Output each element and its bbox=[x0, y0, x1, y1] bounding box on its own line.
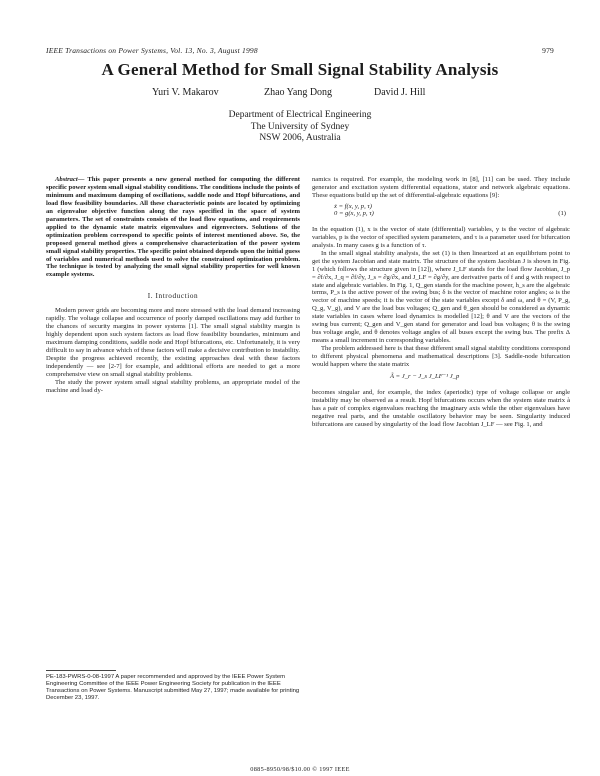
right-column bbox=[312, 176, 570, 429]
page-number: 979 bbox=[542, 46, 554, 55]
equation-1 bbox=[312, 200, 570, 216]
paragraph: In the equation (1), x is the vector of state (differential) variables, y is the vector of algebraic variables, p is the vector of specified system parameters, and τ is a parameter used for bifurcation analysis. In many cases g is a function of τ. bbox=[312, 225, 570, 249]
author-list bbox=[0, 87, 600, 101]
author-name: Zhao Yang Dong bbox=[264, 87, 333, 98]
author-name: Yuri V. Makarov bbox=[152, 87, 219, 98]
paper-title: A General Method for Small Signal Stability Analysis bbox=[101, 60, 499, 79]
copyright-line: 0885-8950/98/$10.00 © 1997 IEEE bbox=[250, 766, 350, 773]
equation-line: 0 = g(x, y, p, τ) bbox=[334, 209, 374, 217]
running-header bbox=[46, 46, 554, 58]
left-column bbox=[46, 176, 300, 395]
footnote-text: PE-183-PWRS-0-08-1997 A paper recommended and approved by the IEEE Power System Engineering Committee of the IEEE Power Engineering Society for publication in the IEEE Transactions on Power Systems. Manuscript submitted May 27, 1997; made available for printing December 23, 1997. bbox=[46, 674, 300, 702]
equation-line: ẋ = f(x, y, p, τ) bbox=[334, 202, 372, 210]
university: The University of Sydney bbox=[250, 121, 350, 132]
footnote bbox=[46, 670, 300, 702]
equation-2 bbox=[312, 373, 570, 385]
paragraph: The problem addressed here is that these different small signal stability conditions correspond to different physical phenomena and mathematical descriptions [3]. Saddle-node bifurcation would happen where the state matrix bbox=[312, 345, 570, 369]
paragraph: In the small signal stability analysis, the set (1) is then linearized at an equilibrium point to get the system Jacobian and state matrix. The structure of the system Jacobian J is shown in Fig. 1 (which follows the structure given in [12]), where J_LF stands for the load flow Jacobian, J_p = ∂f/∂x, J_q = ∂f/∂y, J_s = ∂g/∂x, and J_LF = ∂g/∂y, are derivative parts of f and g with respect to state and algebraic variables. In Fig. 1, Q_gen stands for the machine power, h_s are the algebraic terms, P_s is the active power of the swing bus; δ is the vector of machine rotor angles; ω is the vector of machine speeds; it is the vector of the state variables except δ and ω, and θ = (V, P_g, Q_g, V_g), and V are the load bus voltages; Q_gen and θ_gen should be considered as dynamic state variables in cases where load dynamics is modelled [12]; θ and V are the vectors of the swing bus current; Q_gen and V_gen stand for generator and load bus voltages; θ is the swing bus voltage angle, and θ denotes voltage angles of all buses except the swing bus. The prefix Δ means a small increment in corresponding variables. bbox=[312, 249, 570, 345]
abstract bbox=[46, 176, 300, 279]
paragraph: namics is required. For example, the modeling work in [8], [11] can be used. They include generator and excitation system differential equations, stator and network algebraic equations. These equations build up the set of differential-algebraic equations [9]: bbox=[312, 176, 570, 199]
abstract-text: — This paper presents a new general method for computing the different specific power system small signal stability conditions. The conditions include the points of minimum and maximum damping of oscillations, saddle node and Hopf bifurcations, and load flow feasibility boundaries. All these characteristic points are located by optimizing an eigenvalue objective function along the rays specified in the space of system parameters. The set of constraints consists of the load flow equations, and requirements applied to the dynamic state matrix eigenvalues and eigenvectors. Solutions of the optimization problem correspond to specific points of interest mentioned above. So, the proposed general method gives a comprehensive characterization of the power system small signal stability properties. The specific point obtained depends upon the initial guess of variables and numerical methods used to solve the constrained optimization problem. The technique is tested by analyzing the small signal stability properties for well known example systems. bbox=[46, 176, 300, 279]
footnote-rule bbox=[46, 670, 116, 671]
paragraph: The study the power system small signal stability problems, an appropriate model of the machine and load dy- bbox=[46, 378, 300, 394]
paragraph: Modern power grids are becoming more and more stressed with the load demand increasing rapidly. The voltage collapse and occurrence of poorly damped oscillations may add further to the chances of security margins in power systems [1]. The small signal stability margin is highly dependent upon such system factors as load flow feasibility boundaries, minimum and maximum damping conditions, saddle node and Hopf bifurcations, etc. Unfortunately, it is very difficult to say in advance which of these factors will make a decisive contribution to instability. Despite the progress achieved recently, the existing approaches deal with these factors independently — see [2-7] for example, and additional efforts are needed to get a more comprehensive view on small signal stability problems. bbox=[46, 307, 300, 378]
department: Department of Electrical Engineering bbox=[228, 110, 372, 120]
paragraph: becomes singular and, for example, the index (aperiodic) type of voltage collapse or angle instability may be observed as a result. Hopf bifurcations occurs when the system state matrix à has a pair of complex eigenvalues reaching the imaginary axis while the other eigenvalues have negative real parts, and the unstable oscillatory behavior may be seen. Singularity induced bifurcations are caused by singularity of the load flow Jacobian J_LF — see Fig. 1, and bbox=[312, 389, 570, 428]
abstract-label: Abstract bbox=[55, 176, 78, 183]
section-heading: I. Introduction bbox=[147, 292, 199, 301]
equation-line: Ã = J_r − J_s J_LF⁻¹ J_p bbox=[390, 373, 460, 381]
author-name: David J. Hill bbox=[374, 87, 426, 98]
location: NSW 2006, Australia bbox=[259, 133, 341, 143]
journal-citation: IEEE Transactions on Power Systems, Vol. 13, No. 3, August 1998 bbox=[46, 46, 258, 55]
affiliation bbox=[0, 110, 600, 145]
equation-number: (1) bbox=[558, 209, 566, 217]
